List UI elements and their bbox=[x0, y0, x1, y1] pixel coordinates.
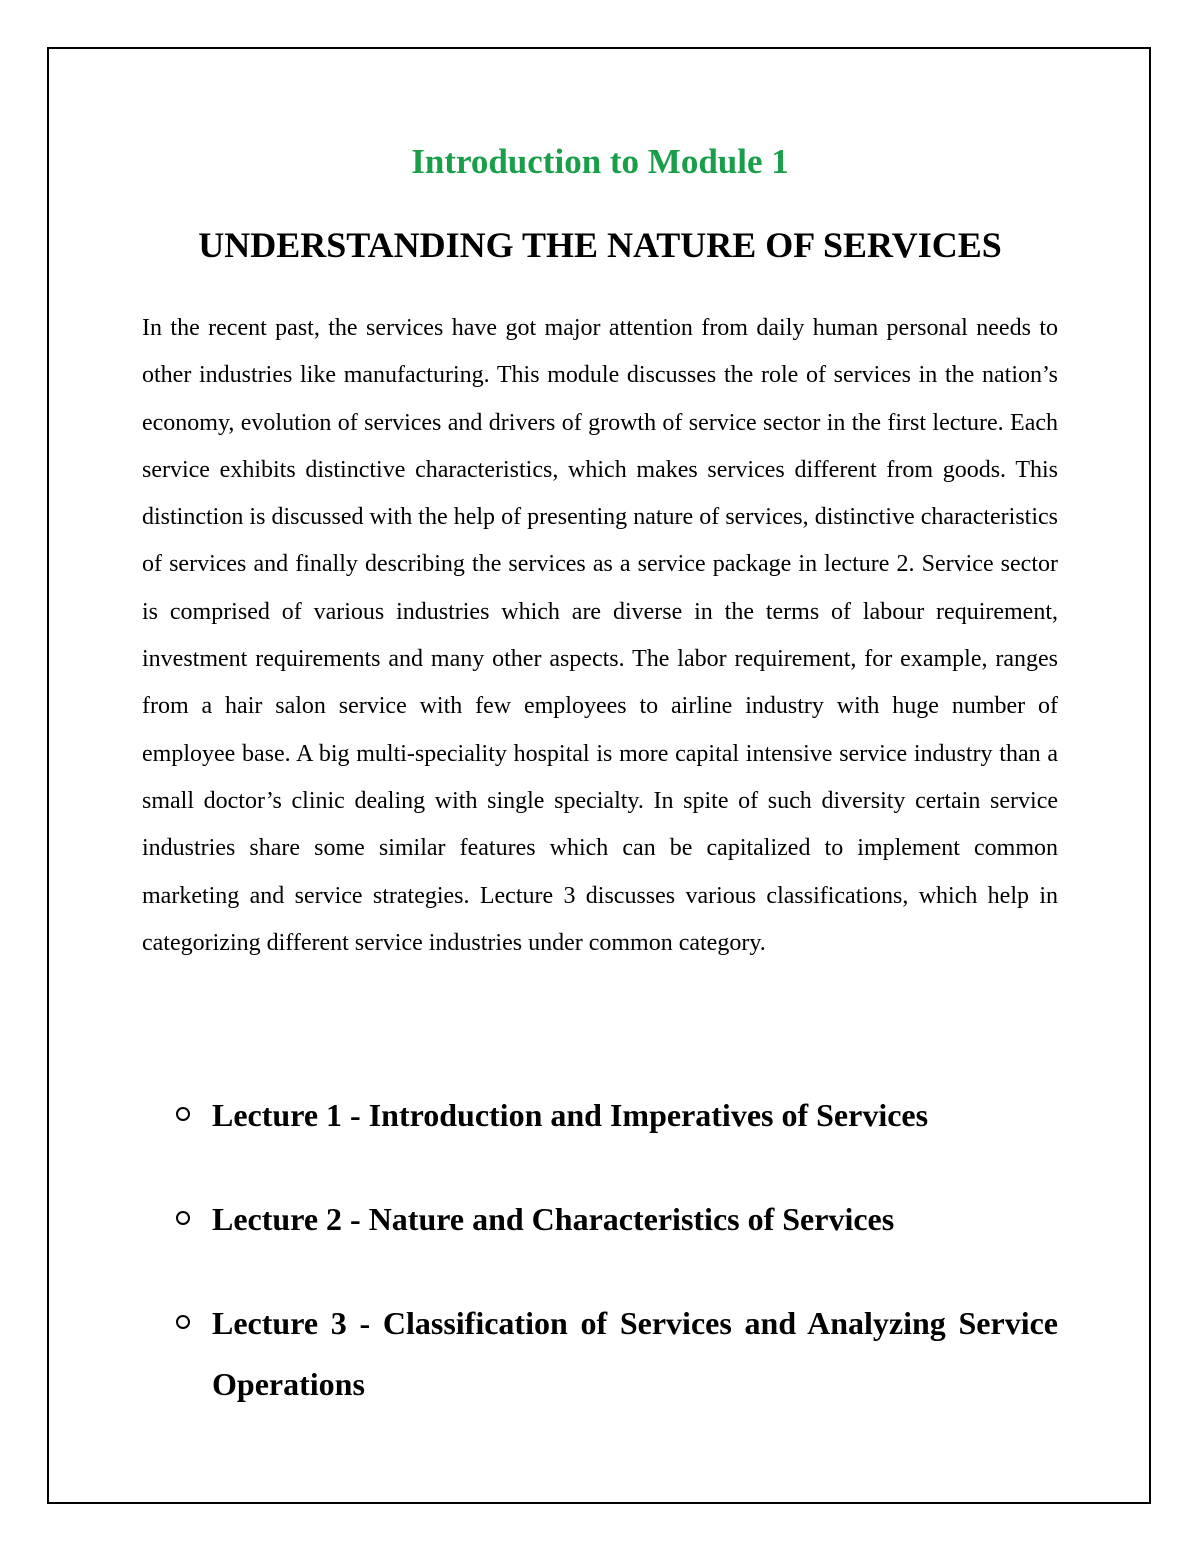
lecture-list bbox=[142, 1085, 1058, 1415]
bullet-circle-icon bbox=[176, 1107, 190, 1121]
lecture-item bbox=[142, 1085, 1058, 1146]
bullet-circle-icon bbox=[176, 1211, 190, 1225]
lecture-title: Lecture 2 - Nature and Characteristics of Services bbox=[212, 1201, 895, 1237]
module-title: Introduction to Module 1 bbox=[411, 142, 789, 181]
lecture-title: Lecture 1 - Introduction and Imperatives of Services bbox=[212, 1097, 929, 1133]
intro-paragraph: In the recent past, the services have got major attention from daily human personal needs to other industries like manufacturing. This module discusses the role of services in the nation’s economy, evolution of services and drivers of growth of service sector in the first lecture. Each service exhibits distinctive characteristics, which makes services different from goods. This distinction is discussed with the help of presenting nature of services, distinctive characteristics of services and finally describing the services as a service package in lecture 2. Service sector is comprised of various industries which are diverse in the terms of labour requirement, investment requirements and many other aspects. The labor requirement, for example, ranges from a hair salon service with few employees to airline industry with huge number of employee base. A big multi-speciality hospital is more capital intensive service industry than a small doctor’s clinic dealing with single specialty. In spite of such diversity certain service industries share some similar features which can be capitalized to implement common marketing and service strategies. Lecture 3 discusses various classifications, which help in categorizing different service industries under common category. bbox=[142, 315, 1058, 956]
lecture-title: Lecture 3 - Classification of Services and Analyzing Service Operations bbox=[212, 1305, 1058, 1402]
lecture-item bbox=[142, 1189, 1058, 1250]
lecture-item bbox=[142, 1293, 1058, 1415]
main-heading: UNDERSTANDING THE NATURE OF SERVICES bbox=[198, 225, 1002, 265]
bullet-circle-icon bbox=[176, 1315, 190, 1329]
